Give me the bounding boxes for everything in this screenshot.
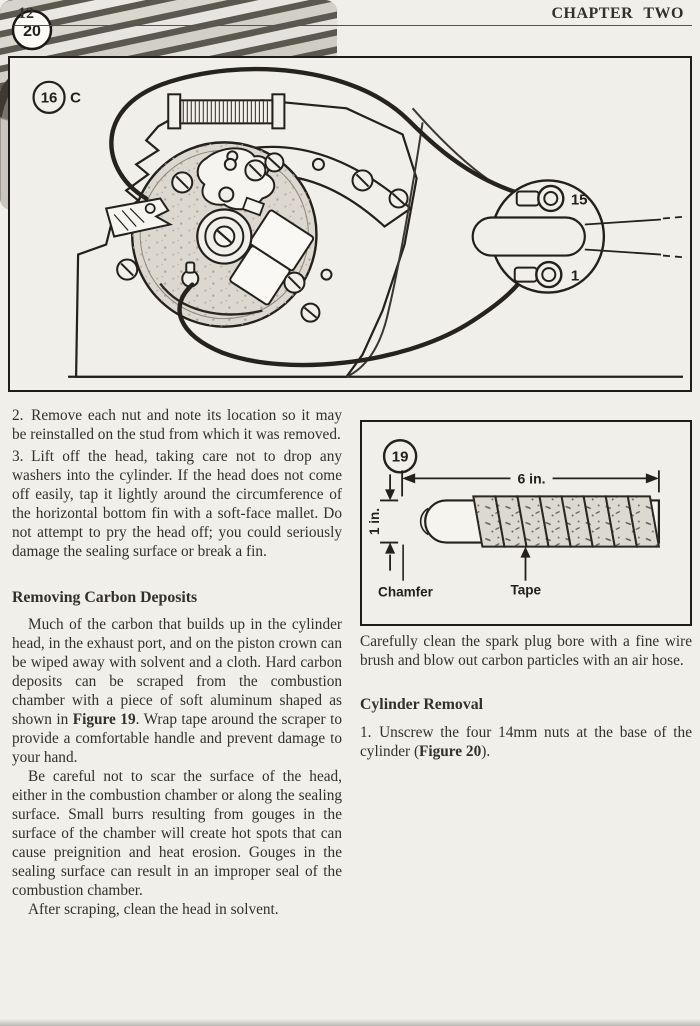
- step-2-text: 2. Remove each nut and note its location so it may be reinstalled on the stud from which it was removed.: [12, 407, 342, 443]
- figure-19-badge: [384, 440, 416, 472]
- chapter-title: CHAPTER TWO: [551, 5, 684, 22]
- step-3-text: 3. Lift off the head, taking care not to drop any washers into the cylinder. If the head does not come off easily, tap it lightly around the circumference of the horizontal bottom fin with a soft-face mallet. Do not attempt to pry the head off; you could seriously damage the sealing surface or break a fin.: [12, 448, 342, 560]
- chamfer-label: Chamfer: [378, 584, 433, 600]
- figure-16-diagram: [8, 56, 692, 392]
- tape-leader: [520, 547, 530, 581]
- figure-19-drawing: [362, 422, 690, 624]
- terminal-15-label: 15: [570, 191, 588, 209]
- length-dimension-label: 6 in.: [517, 470, 546, 487]
- cylinder-step-1: [360, 723, 692, 761]
- carbon-paragraph-1-text: Much of the carbon that builds up in the cylinder head, in the exhaust port, and on the piston crown can be wiped away with solvent and a cloth. Hard carbon deposits can be scraped from the combustion chamber with a piece of soft aluminum shaped as shown in: [12, 616, 342, 728]
- spark-plug-paragraph: Carefully clean the spark plug bore with a fine wire brush and blow out carbon particles with an air hose.: [360, 633, 692, 669]
- figure-16-variant: C: [70, 89, 81, 107]
- figure-19-number: 19: [391, 448, 409, 466]
- terminal-1-label: 1: [570, 267, 580, 285]
- removing-carbon-deposits-heading: Removing Carbon Deposits: [12, 589, 198, 606]
- tape-wrap: [473, 496, 659, 546]
- carbon-paragraph-1-tail: . Wrap tape around the scraper to provide a comfortable handle and prevent damage to your hand.: [12, 711, 342, 766]
- figure-16-number: 16: [40, 89, 58, 107]
- page-number: 12: [18, 5, 34, 22]
- left-column: [12, 406, 342, 919]
- page-bottom-edge: [0, 1019, 700, 1026]
- tape-label: Tape: [510, 582, 542, 598]
- height-dimension: [380, 474, 398, 570]
- cylinder-removal-heading: Cylinder Removal: [360, 696, 484, 713]
- figure-16-drawing: [10, 58, 690, 390]
- ignition-coil: [168, 94, 284, 128]
- figure-19-reference: Figure 19: [72, 711, 136, 728]
- right-column: [360, 632, 692, 761]
- figure-16-badge: [34, 82, 82, 113]
- header-rule: [14, 25, 692, 26]
- cam-center: [197, 209, 251, 263]
- height-dimension-label: 1 in.: [367, 507, 383, 536]
- figure-19-diagram: [360, 420, 692, 626]
- arm-outline-upper: [413, 108, 499, 186]
- cylinder-step-1-tail: ).: [481, 743, 491, 760]
- carbon-paragraph-1: [12, 615, 342, 767]
- figure-20-number: 20: [23, 23, 41, 40]
- carbon-paragraph-3: After scraping, clean the head in solvent.: [28, 901, 279, 918]
- cylinder-step-1-text: 1. Unscrew the four 14mm nuts at the base of the cylinder (: [360, 724, 692, 760]
- carbon-paragraph-2: Be careful not to scar the surface of the head, either in the combustion chamber or along the sealing surface. Small burrs resulting from gouges in the surface of the chamber will create hot spots that can cause preignition and heat erosion. Gouges in the sealing surface can result in an improper seal of the combustion chamber.: [12, 768, 342, 899]
- figure-20-reference: Figure 20: [419, 743, 482, 760]
